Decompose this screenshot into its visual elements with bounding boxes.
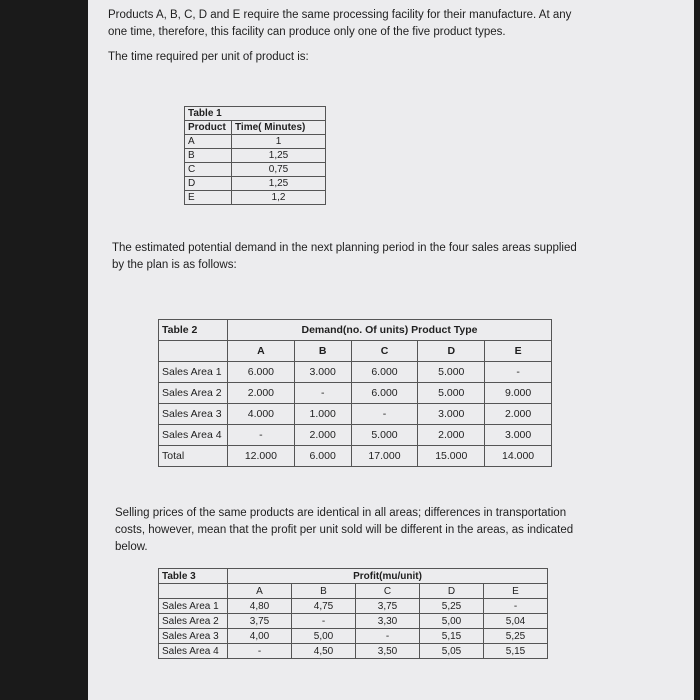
column-header: B [292,584,356,599]
table3-title: Table 3 [159,569,228,584]
table-row [159,644,548,659]
value-cell: 12.000 [228,446,295,467]
value-cell: 3.000 [418,404,485,425]
time-cell: 1 [232,135,326,149]
value-cell: 5,15 [484,644,548,659]
value-cell: - [294,383,351,404]
product-cell: D [185,177,232,191]
value-cell: 5,25 [420,599,484,614]
product-cell: E [185,191,232,205]
table1-header-product: Product [185,121,232,135]
table-row [185,149,326,163]
table-row [159,599,548,614]
table-row [185,191,326,205]
table-row [159,404,552,425]
demand-paragraph [112,240,577,274]
time-table [184,106,326,205]
table-row [185,135,326,149]
value-cell: 3,75 [228,614,292,629]
value-cell: 3.000 [294,362,351,383]
table3-heading: Profit(mu/unit) [228,569,548,584]
value-cell: 2.000 [418,425,485,446]
profit-line-2: costs, however, mean that the profit per unit sold will be different in the areas, as indicated [115,524,574,536]
value-cell: 4,50 [292,644,356,659]
column-header: A [228,584,292,599]
value-cell: 5,05 [420,644,484,659]
time-cell: 1,25 [232,149,326,163]
row-label: Total [159,446,228,467]
profit-line-3: below. [115,541,148,553]
value-cell: - [356,629,420,644]
value-cell: 5,25 [484,629,548,644]
intro-line-2: one time, therefore, this facility can produce only one of the five product types. [108,26,506,38]
column-header: D [418,341,485,362]
value-cell: 3.000 [485,425,552,446]
value-cell: 5,00 [420,614,484,629]
column-header: C [356,584,420,599]
column-header: C [351,341,418,362]
value-cell: 3,30 [356,614,420,629]
time-cell: 1,25 [232,177,326,191]
demand-line-2: by the plan is as follows: [112,259,237,271]
value-cell: - [292,614,356,629]
value-cell: 3,50 [356,644,420,659]
intro-line-1: Products A, B, C, D and E require the same processing facility for their manufacture. At any [108,9,572,21]
row-label: Sales Area 1 [159,599,228,614]
value-cell: 6.000 [228,362,295,383]
value-cell: 4,75 [292,599,356,614]
value-cell: 2.000 [294,425,351,446]
table2-title: Table 2 [159,320,228,341]
value-cell: 6.000 [351,362,418,383]
row-label: Sales Area 3 [159,404,228,425]
value-cell: 5.000 [418,383,485,404]
table1-title: Table 1 [185,107,326,121]
column-header: B [294,341,351,362]
demand-line-1: The estimated potential demand in the next planning period in the four sales areas supplied [112,242,577,254]
value-cell: - [484,599,548,614]
profit-table [158,568,548,659]
profit-line-1: Selling prices of the same products are identical in all areas; differences in transportation [115,507,567,519]
value-cell: - [228,425,295,446]
table2-heading: Demand(no. Of units) Product Type [228,320,552,341]
table-row [159,446,552,467]
value-cell: 4,80 [228,599,292,614]
product-cell: A [185,135,232,149]
time-cell: 0,75 [232,163,326,177]
value-cell: - [351,404,418,425]
value-cell: 5,04 [484,614,548,629]
row-label: Sales Area 4 [159,644,228,659]
empty-cell [159,584,228,599]
demand-table [158,319,552,467]
product-cell: B [185,149,232,163]
table-row [185,177,326,191]
value-cell: 9.000 [485,383,552,404]
value-cell: 5,00 [292,629,356,644]
row-label: Sales Area 2 [159,614,228,629]
value-cell: 6.000 [294,446,351,467]
column-header: E [484,584,548,599]
intro-line-3: The time required per unit of product is: [108,51,309,63]
value-cell: 1.000 [294,404,351,425]
value-cell: 17.000 [351,446,418,467]
table-row [159,614,548,629]
row-label: Sales Area 4 [159,425,228,446]
row-label: Sales Area 2 [159,383,228,404]
column-header: A [228,341,295,362]
value-cell: 2.000 [228,383,295,404]
table-row [159,383,552,404]
value-cell: 6.000 [351,383,418,404]
empty-cell [159,341,228,362]
value-cell: - [228,644,292,659]
value-cell: 5.000 [351,425,418,446]
column-header: D [420,584,484,599]
value-cell: 15.000 [418,446,485,467]
table-row [159,425,552,446]
row-label: Sales Area 3 [159,629,228,644]
table-row [185,163,326,177]
column-header: E [485,341,552,362]
time-cell: 1,2 [232,191,326,205]
value-cell: 2.000 [485,404,552,425]
value-cell: 14.000 [485,446,552,467]
value-cell: - [485,362,552,383]
table-row [159,362,552,383]
row-label: Sales Area 1 [159,362,228,383]
table-row [159,629,548,644]
table1-header-time: Time( Minutes) [232,121,326,135]
product-cell: C [185,163,232,177]
value-cell: 5.000 [418,362,485,383]
value-cell: 5,15 [420,629,484,644]
value-cell: 4.000 [228,404,295,425]
value-cell: 4,00 [228,629,292,644]
intro-paragraph [108,7,571,66]
value-cell: 3,75 [356,599,420,614]
profit-paragraph [115,505,573,556]
